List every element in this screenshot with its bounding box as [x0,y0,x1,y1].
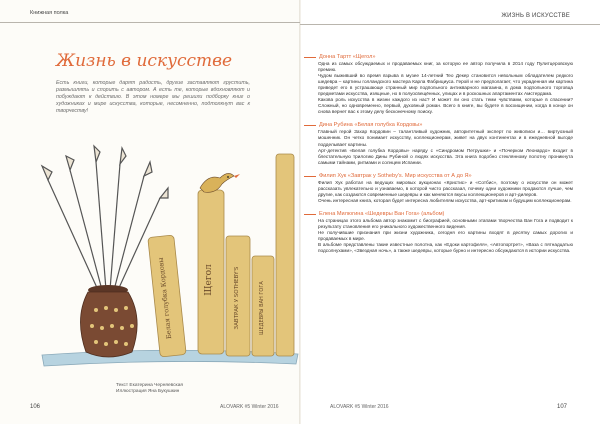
review-body [318,129,573,165]
brushes [42,146,168,290]
right-header-label: ЖИЗНЬ В ИСКУССТВЕ [501,13,570,19]
right-running-header [300,12,600,25]
review-tartt [318,54,573,115]
review-body [318,61,573,115]
review-paragraph: Какова роль искусства в жизни каждого из нас? И может ли оно стать теми чувствами, которые в спасении? Сложный, но одновременно, первый, духовный роман. Всего в книге, вы будете в восхищении, когда в конце он снова вернет вас к этому делу бесконечному поиску. [318,97,573,115]
review-paragraph: Главный герой Захар Кордовин – талантливый художник, авторитетный эксперт по живописи и… виртуозный мошенник. Он четко понимает искусству, коллекционерам, живет на двух континентах и в ежедневной выгоде подделывает картины. [318,129,573,147]
credit-illustration: Иллюстрация Яна Букушкин [116,389,180,395]
bird-icon [200,173,240,192]
book-5 [276,154,294,356]
book-reviews [318,54,573,261]
title-rule [304,176,316,177]
review-title: Донна Тартт «Щегол» [319,54,376,60]
credits [116,383,183,395]
book-spine-1: Щегол [204,264,214,296]
review-milyugina [318,211,573,254]
book-spine-2: Белая голубка Кордовы [156,257,174,340]
title-rule [304,214,316,215]
review-title: Елена Милюгина «Шедевры Ван Гога» (альбом) [319,210,445,217]
left-running-header [0,10,300,23]
book-spine-3: ЗАВТРАК У SOTHEBY'S [234,266,240,330]
book-3 [226,236,250,356]
review-paragraph: Очень интересная книга, которая будет интересна любителям искусства, арт-критикам и будущим коллекционерам. [318,197,572,203]
review-rubina [318,122,573,165]
review-hook [318,173,573,204]
review-paragraph: Не получившие признания при жизни художника, сегодня его картины входят в десятку самых дорогих и продаваемых в мире. [318,229,573,242]
vase [80,285,137,357]
bookshelf-illustration [40,140,300,382]
review-title: Дина Рубина «Белая голубка Кордовы» [319,122,423,129]
article-title: Жизнь в искусстве [56,51,233,71]
credit-text: Текст Екатерина Черняевская [116,383,183,388]
intro-text: Есть книги, которые дарят радость, другие заставляют грустить, размышлять и спорить с автором. А есть те, которые вдохновляют и побуждают к действию. В этом номере мы решили подборку книг о художниках и мире искусства, которые, несомненно, подтолкнут вас к творчеству! [56,80,250,115]
left-page-number: 106 [30,404,41,410]
review-body [318,180,573,204]
left-header-label: Книжная полка [30,10,69,16]
right-footer-magazine: ALOVARK #5 Winter 2016 [330,404,389,410]
title-rule [304,57,316,58]
book-spine-4: ШЕДЕВРЫ ВАН ГОГА [259,281,265,335]
review-paragraph: Чудом выживший во время взрыва в музее 14-летний Тео Декер становится невольным обладателем редкого шедевра – картины голландского мастера Карла Фабрициуса. Герой и не предполагает, что украденная им картина приведет его в устрашающе странный мир подпольного антикварного магазина, в дома подпольного торговца предметами искусства, изящные, но в полуосвещённых, улицах и в роскошных апартаментах Амстердама. [318,73,573,97]
book-2 [148,235,186,357]
review-paragraph: Арт-детектив «Белая голубка Кордовы» наряду с «Синдромом Петрушки» и «Почерком Леонардо» входит в блестательную трилогию Дины Рубиной о людях искусства. Эта книга подобно стеклянному полотну проникнута самыми тайнами, ритмами и солнцем Испании. [318,147,573,165]
review-paragraph: В альбоме представлены такие известные полотна, как «Едоки картофеля», «Автопортрет», «Ваза с пятнадцатью подсолнухами», «Звездная ночь», а также шедевры, которые бурно и интересно обсуждаются в истории искусства. [318,242,573,254]
review-paragraph: Филип Хук работал на ведущих мировых аукционах «Кристис» и «Сотбис», поэтому о искусстве он может рассказать увлекательно и узнаваемо, в которой чисто рассказал, почему одни художники продаются лучше, чем другие, как создаются современные шедевры и как меняются вкусы коллекционеров и арт-дилеров. [318,179,573,197]
book-1 [198,190,224,354]
review-paragraph: Одна из самых обсуждаемых и продаваемых книг, за которую ее автор получила в 2014 году Пулитцеровскую премию. [318,61,573,73]
review-body [318,218,573,254]
book-4 [252,256,274,356]
title-rule [304,125,316,126]
left-footer-magazine: ALOVARK #5 Winter 2016 [220,404,279,410]
right-page-number: 107 [557,404,568,410]
review-paragraph: На страницах этого альбома автор знакомит с биографией, основными этапами творчества Ван Гога и подводит к результату становления его уникального художественного видения. [318,217,573,229]
review-title: Филип Хук «Завтрак у Sotheby's. Мир искусства от А до Я» [319,172,472,179]
